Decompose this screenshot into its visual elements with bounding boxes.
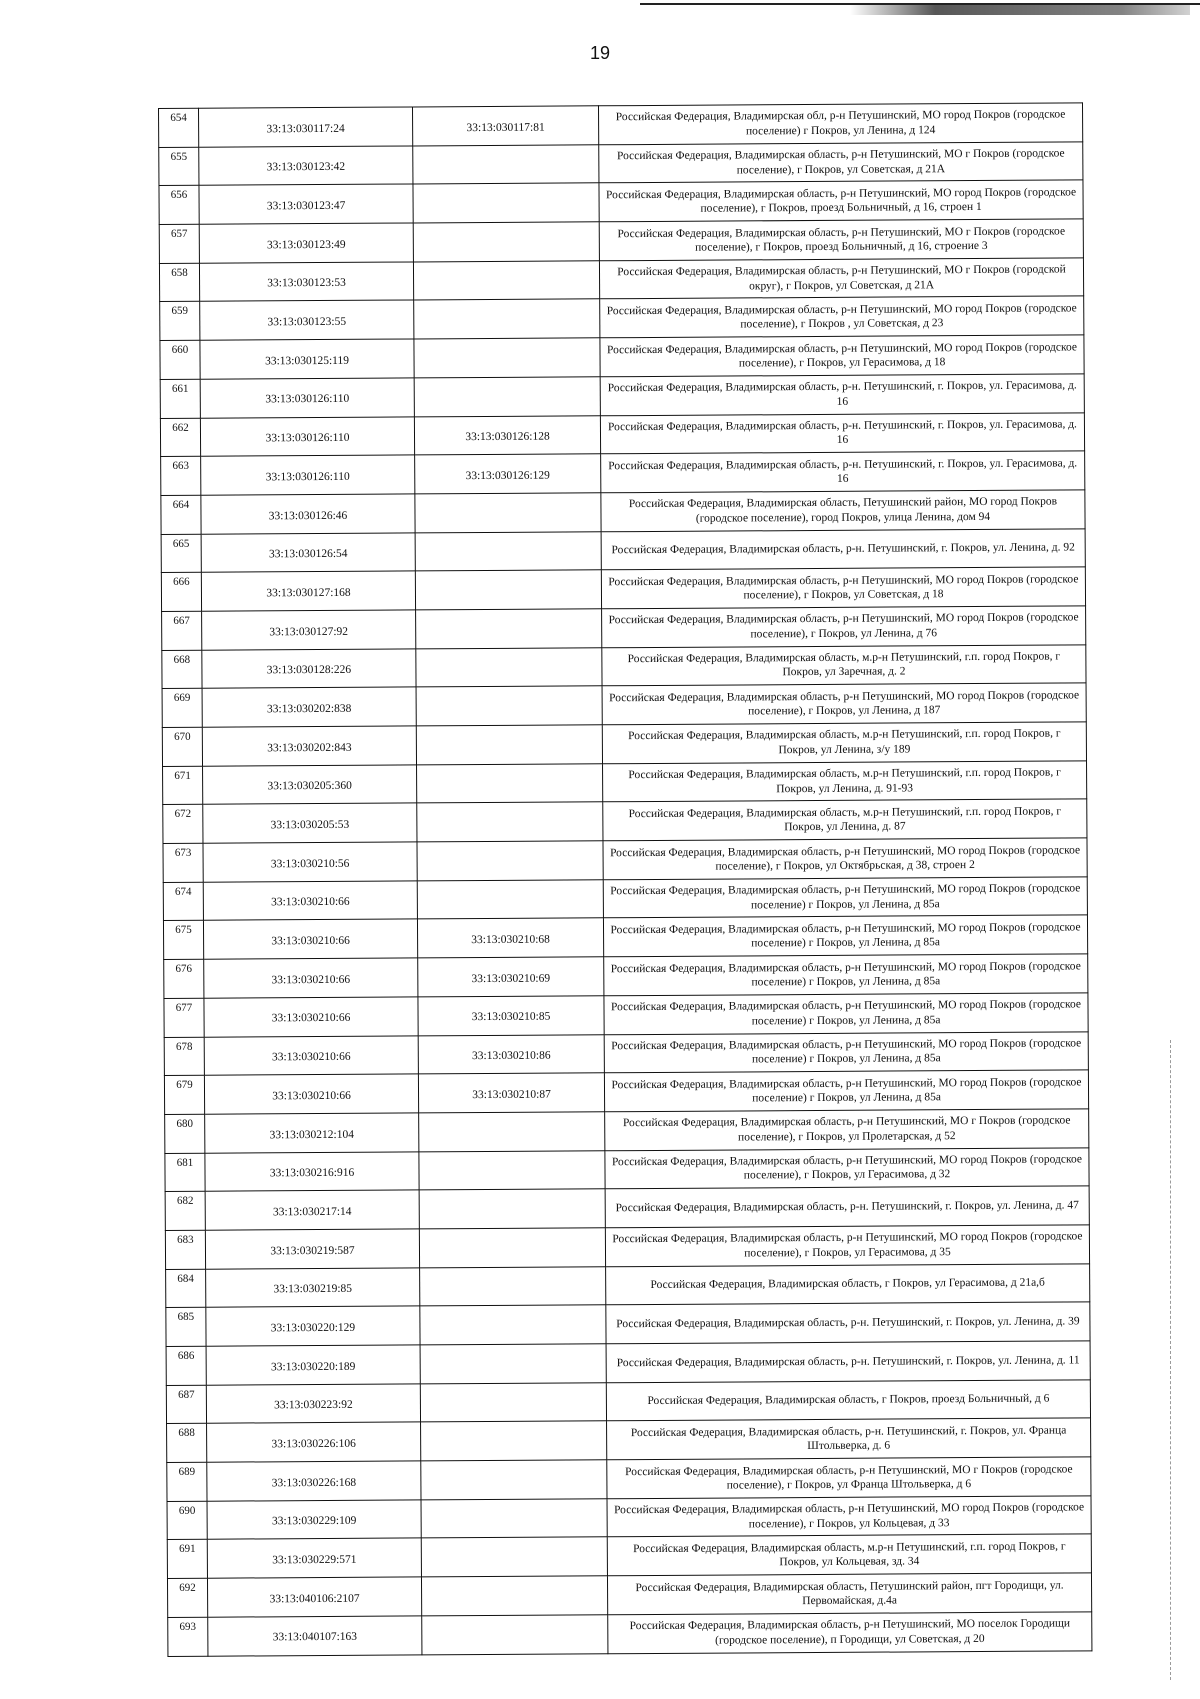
sub-cadastral-number-cell <box>415 493 601 533</box>
table-row <box>163 915 1087 959</box>
sub-cadastral-number-cell <box>417 802 603 842</box>
sub-cadastral-number-cell <box>416 609 602 649</box>
address-cell: Российская Федерация, Владимирская область, р-н Петушинский, МО город Покров (городское поселение) г Покров, ул Ленина, д 85а <box>604 993 1088 1035</box>
table-row <box>162 722 1086 766</box>
sub-cadastral-number-cell <box>415 531 601 571</box>
row-number-cell: 681 <box>165 1153 205 1192</box>
cadastral-number-cell: 33:13:030210:66 <box>204 1035 418 1075</box>
row-number-cell: 683 <box>165 1230 205 1269</box>
address-cell: Российская Федерация, Владимирская область, м.р-н Петушинский, г.п. город Покров, г Покров, ул Заречная, д. 2 <box>602 644 1086 686</box>
cadastral-number-cell: 33:13:030220:189 <box>206 1345 420 1385</box>
sub-cadastral-number-cell <box>417 763 603 803</box>
table-row <box>162 683 1086 727</box>
table-row <box>167 1457 1091 1501</box>
row-number-cell: 657 <box>159 224 199 263</box>
sub-cadastral-number-cell: 33:13:030126:128 <box>414 415 600 455</box>
sub-cadastral-number-cell: 33:13:030117:81 <box>412 106 598 146</box>
cadastral-number-cell: 33:13:040106:2107 <box>207 1577 421 1617</box>
cadastral-number-cell: 33:13:030123:55 <box>200 300 414 340</box>
cadastral-number-cell: 33:13:030117:24 <box>199 107 413 147</box>
row-number-cell: 673 <box>163 843 203 882</box>
sub-cadastral-number-cell <box>417 841 603 881</box>
cadastral-number-cell: 33:13:030202:843 <box>202 726 416 766</box>
table-row <box>166 1341 1090 1385</box>
sub-cadastral-number-cell: 33:13:030210:85 <box>418 996 604 1036</box>
sub-cadastral-number-cell <box>421 1499 607 1539</box>
sub-cadastral-number-cell <box>416 686 602 726</box>
table-row <box>160 296 1084 340</box>
scan-artifact-right-edge <box>1170 1040 1172 1680</box>
address-cell: Российская Федерация, Владимирская область, р-н. Петушинский, г. Покров, ул. Герасимова, д. 16 <box>600 374 1084 416</box>
parcel-table-container <box>158 102 1091 1656</box>
cadastral-number-cell: 33:13:030220:129 <box>206 1306 420 1346</box>
row-number-cell: 669 <box>162 689 202 728</box>
address-cell: Российская Федерация, Владимирская область, р-н. Петушинский, г. Покров, ул. Герасимова, д. 16 <box>601 451 1085 493</box>
sub-cadastral-number-cell <box>413 144 599 184</box>
cadastral-number-cell: 33:13:030219:587 <box>205 1229 419 1269</box>
row-number-cell: 670 <box>162 727 202 766</box>
cadastral-number-cell: 33:13:030123:42 <box>199 146 413 186</box>
sub-cadastral-number-cell <box>419 1228 605 1268</box>
parcel-table-body <box>159 103 1092 1656</box>
table-row <box>162 644 1086 688</box>
table-row <box>167 1496 1091 1540</box>
address-cell: Российская Федерация, Владимирская область, р-н. Петушинский, г. Покров, ул. Ленина, д. 11 <box>606 1341 1090 1383</box>
sub-cadastral-number-cell <box>421 1421 607 1461</box>
cadastral-number-cell: 33:13:030123:49 <box>199 223 413 263</box>
cadastral-number-cell: 33:13:030226:106 <box>207 1422 421 1462</box>
cadastral-number-cell: 33:13:030223:92 <box>206 1384 420 1424</box>
address-cell: Российская Федерация, Владимирская область, р-н. Петушинский, г. Покров, ул. Ленина, д. 92 <box>601 528 1085 570</box>
table-row <box>159 219 1083 263</box>
table-row <box>163 838 1087 882</box>
row-number-cell: 692 <box>167 1578 207 1617</box>
row-number-cell: 664 <box>161 495 201 534</box>
row-number-cell: 676 <box>164 959 204 998</box>
address-cell: Российская Федерация, Владимирская область, р-н Петушинский, МО город Покров (городское поселение) г Покров, ул Ленина, д 85а <box>603 877 1087 919</box>
row-number-cell: 671 <box>163 766 203 805</box>
table-row <box>167 1418 1091 1462</box>
table-row <box>164 993 1088 1037</box>
address-cell: Российская Федерация, Владимирская область, г Покров, ул Герасимова, д 21а,б <box>606 1263 1090 1305</box>
table-row <box>167 1573 1091 1617</box>
row-number-cell: 658 <box>159 263 199 302</box>
table-row <box>159 180 1083 224</box>
scan-artifact-smudge <box>850 5 1190 15</box>
row-number-cell: 661 <box>160 379 200 418</box>
address-cell: Российская Федерация, Владимирская область, р-н. Петушинский, г. Покров, ул. Ленина, д. 39 <box>606 1302 1090 1344</box>
sub-cadastral-number-cell: 33:13:030210:87 <box>418 1073 604 1113</box>
table-row <box>161 567 1085 611</box>
table-row <box>164 1031 1088 1075</box>
row-number-cell: 666 <box>161 572 201 611</box>
sub-cadastral-number-cell: 33:13:030210:69 <box>418 957 604 997</box>
row-number-cell: 687 <box>166 1385 206 1424</box>
sub-cadastral-number-cell <box>414 377 600 417</box>
row-number-cell: 656 <box>159 186 199 225</box>
row-number-cell: 679 <box>164 1075 204 1114</box>
sub-cadastral-number-cell <box>413 183 599 223</box>
sub-cadastral-number-cell <box>414 299 600 339</box>
row-number-cell: 678 <box>164 1037 204 1076</box>
address-cell: Российская Федерация, Владимирская область, м.р-н Петушинский, г.п. город Покров, г Покров, ул Ленина, д. 87 <box>603 799 1087 841</box>
cadastral-number-cell: 33:13:030126:110 <box>200 416 414 456</box>
cadastral-number-cell: 33:13:030210:66 <box>204 997 418 1037</box>
row-number-cell: 677 <box>164 998 204 1037</box>
cadastral-number-cell: 33:13:030210:66 <box>203 881 417 921</box>
row-number-cell: 686 <box>166 1346 206 1385</box>
address-cell: Российская Федерация, Владимирская область, р-н Петушинский, МО г Покров (городское поселение), г Покров, проезд Больничный, д 16, строение 3 <box>599 219 1083 261</box>
cadastral-number-cell: 33:13:030217:14 <box>205 1190 419 1230</box>
sub-cadastral-number-cell <box>420 1382 606 1422</box>
address-cell: Российская Федерация, Владимирская область, р-н Петушинский, МО город Покров (городское поселение), г Покров, ул Герасимова, д 35 <box>605 1225 1089 1267</box>
sub-cadastral-number-cell <box>417 880 603 920</box>
sub-cadastral-number-cell <box>414 338 600 378</box>
row-number-cell: 667 <box>162 611 202 650</box>
address-cell: Российская Федерация, Владимирская область, р-н Петушинский, МО город Покров (городское поселение), г Покров, ул Ленина, д 76 <box>602 606 1086 648</box>
address-cell: Российская Федерация, Владимирская область, р-н Петушинский, МО город Покров (городское поселение), г Покров, проезд Больничный, д 16, строен 1 <box>599 180 1083 222</box>
sub-cadastral-number-cell <box>415 570 601 610</box>
address-cell: Российская Федерация, Владимирская область, м.р-н Петушинский, г.п. город Покров, г Покров, ул Кольцевая, зд. 34 <box>607 1534 1091 1576</box>
table-row <box>166 1263 1090 1307</box>
address-cell: Российская Федерация, Владимирская область, р-н Петушинский, МО город Покров (городское поселение), г Покров , ул Советская, д 23 <box>600 296 1084 338</box>
sub-cadastral-number-cell: 33:13:030126:129 <box>415 454 601 494</box>
row-number-cell: 665 <box>161 534 201 573</box>
address-cell: Российская Федерация, Владимирская область, р-н Петушинский, МО город Покров (городское поселение), г Покров, ул Советская, д 18 <box>601 567 1085 609</box>
cadastral-number-cell: 33:13:030127:168 <box>201 571 415 611</box>
cadastral-number-cell: 33:13:030126:110 <box>200 378 414 418</box>
sub-cadastral-number-cell <box>416 725 602 765</box>
cadastral-number-cell: 33:13:030210:66 <box>204 958 418 998</box>
address-cell: Российская Федерация, Владимирская обл, р-н Петушинский, МО город Покров (городское поселение) г Покров, ул Ленина, д 124 <box>598 103 1082 145</box>
address-cell: Российская Федерация, Владимирская область, м.р-н Петушинский, г.п. город Покров, г Покров, ул Ленина, д. 91-93 <box>603 761 1087 803</box>
cadastral-number-cell: 33:13:040107:163 <box>208 1616 422 1656</box>
address-cell: Российская Федерация, Владимирская область, р-н Петушинский, МО г Покров (городское поселение), г Покров, ул Советская, д 21А <box>599 142 1083 184</box>
cadastral-number-cell: 33:13:030216:916 <box>205 1151 419 1191</box>
address-cell: Российская Федерация, Владимирская область, р-н Петушинский, МО город Покров (городское поселение) г Покров, ул Ленина, д 85а <box>604 954 1088 996</box>
sub-cadastral-number-cell: 33:13:030210:68 <box>417 918 603 958</box>
address-cell: Российская Федерация, Владимирская область, р-н Петушинский, МО поселок Городищи (городское поселение), п Городищи, ул Советская, д 20 <box>608 1612 1092 1654</box>
sub-cadastral-number-cell <box>416 647 602 687</box>
table-row <box>164 954 1088 998</box>
row-number-cell: 680 <box>165 1114 205 1153</box>
sub-cadastral-number-cell <box>419 1189 605 1229</box>
row-number-cell: 684 <box>166 1269 206 1308</box>
sub-cadastral-number-cell: 33:13:030210:86 <box>418 1034 604 1074</box>
cadastral-number-cell: 33:13:030229:571 <box>207 1538 421 1578</box>
row-number-cell: 685 <box>166 1308 206 1347</box>
table-row <box>165 1109 1089 1153</box>
row-number-cell: 693 <box>168 1617 208 1656</box>
address-cell: Российская Федерация, Владимирская область, р-н Петушинский, МО город Покров (городское поселение) г Покров, ул Ленина, д 85а <box>603 915 1087 957</box>
sub-cadastral-number-cell <box>421 1537 607 1577</box>
address-cell: Российская Федерация, Владимирская область, р-н Петушинский, МО город Покров (городское поселение), г Покров, ул Октябрьская, д 38, строен 2 <box>603 838 1087 880</box>
table-row <box>159 142 1083 186</box>
table-row <box>160 374 1084 418</box>
address-cell: Российская Федерация, Владимирская область, р-н Петушинский, МО город Покров (городское поселение) г Покров, ул Ленина, д 85а <box>604 1070 1088 1112</box>
row-number-cell: 690 <box>167 1501 207 1540</box>
sub-cadastral-number-cell <box>420 1305 606 1345</box>
table-row <box>161 451 1085 495</box>
table-row <box>163 799 1087 843</box>
row-number-cell: 662 <box>160 418 200 457</box>
cadastral-number-cell: 33:13:030210:66 <box>203 919 417 959</box>
table-row <box>164 1070 1088 1114</box>
cadastral-number-cell: 33:13:030212:104 <box>205 1113 419 1153</box>
table-row <box>163 761 1087 805</box>
address-cell: Российская Федерация, Владимирская область, м.р-н Петушинский, г.п. город Покров, г Покров, ул Ленина, з/у 189 <box>602 722 1086 764</box>
table-row <box>165 1225 1089 1269</box>
address-cell: Российская Федерация, Владимирская область, р-н Петушинский, МО город Покров (городское поселение), г Покров, ул Ленина, д 187 <box>602 683 1086 725</box>
sub-cadastral-number-cell <box>419 1112 605 1152</box>
row-number-cell: 672 <box>163 805 203 844</box>
cadastral-number-cell: 33:13:030125:119 <box>200 339 414 379</box>
address-cell: Российская Федерация, Владимирская область, Петушинский район, МО город Покров (городское поселение), город Покров, улица Ленина, дом 94 <box>601 490 1085 532</box>
page-number: 19 <box>589 43 611 63</box>
cadastral-number-cell: 33:13:030123:53 <box>199 262 413 302</box>
address-cell: Российская Федерация, Владимирская область, р-н. Петушинский, г. Покров, ул. Герасимова, д. 16 <box>600 412 1084 454</box>
table-row <box>159 258 1083 302</box>
sub-cadastral-number-cell <box>413 261 599 301</box>
cadastral-number-cell: 33:13:030126:46 <box>201 494 415 534</box>
sub-cadastral-number-cell <box>420 1266 606 1306</box>
row-number-cell: 689 <box>167 1462 207 1501</box>
table-row <box>167 1534 1091 1578</box>
address-cell: Российская Федерация, Владимирская область, р-н. Петушинский, г. Покров, ул. Франца Штольверка, д. 6 <box>607 1418 1091 1460</box>
row-number-cell: 675 <box>163 921 203 960</box>
sub-cadastral-number-cell <box>421 1576 607 1616</box>
cadastral-number-cell: 33:13:030229:109 <box>207 1500 421 1540</box>
cadastral-number-cell: 33:13:030126:110 <box>201 455 415 495</box>
table-row <box>166 1380 1090 1424</box>
row-number-cell: 659 <box>160 302 200 341</box>
sub-cadastral-number-cell <box>413 222 599 262</box>
cadastral-number-cell: 33:13:030128:226 <box>202 649 416 689</box>
address-cell: Российская Федерация, Владимирская область, р-н. Петушинский, г. Покров, ул. Ленина, д. 47 <box>605 1186 1089 1228</box>
row-number-cell: 655 <box>159 147 199 186</box>
table-row <box>160 412 1084 456</box>
cadastral-number-cell: 33:13:030123:47 <box>199 184 413 224</box>
row-number-cell: 674 <box>163 882 203 921</box>
table-row <box>159 103 1083 147</box>
sub-cadastral-number-cell <box>422 1615 608 1655</box>
address-cell: Российская Федерация, Владимирская область, г Покров, проезд Больничный, д 6 <box>606 1380 1090 1422</box>
address-cell: Российская Федерация, Владимирская область, р-н Петушинский, МО г Покров (городское поселение), г Покров, ул Франца Штольверка, д 6 <box>607 1457 1091 1499</box>
cadastral-number-cell: 33:13:030127:92 <box>202 610 416 650</box>
address-cell: Российская Федерация, Владимирская область, Петушинский район, пгт Городищи, ул. Первомайская, д.4а <box>607 1573 1091 1615</box>
address-cell: Российская Федерация, Владимирская область, р-н Петушинский, МО город Покров (городское поселение), г Покров, ул Герасимова, д 32 <box>605 1147 1089 1189</box>
cadastral-number-cell: 33:13:030226:168 <box>207 1461 421 1501</box>
sub-cadastral-number-cell <box>421 1460 607 1500</box>
table-row <box>163 877 1087 921</box>
sub-cadastral-number-cell <box>420 1344 606 1384</box>
cadastral-number-cell: 33:13:030202:838 <box>202 687 416 727</box>
parcel-table <box>158 102 1092 1656</box>
address-cell: Российская Федерация, Владимирская область, р-н Петушинский, МО город Покров (городское поселение), г Покров, ул Кольцевая, д 33 <box>607 1496 1091 1538</box>
table-row <box>161 490 1085 534</box>
cadastral-number-cell: 33:13:030219:85 <box>206 1268 420 1308</box>
table-row <box>161 528 1085 572</box>
cadastral-number-cell: 33:13:030126:54 <box>201 532 415 572</box>
address-cell: Российская Федерация, Владимирская область, р-н Петушинский, МО город Покров (городское поселение) г Покров, ул Ленина, д 85а <box>604 1031 1088 1073</box>
cadastral-number-cell: 33:13:030210:66 <box>204 1074 418 1114</box>
address-cell: Российская Федерация, Владимирская область, р-н Петушинский, МО г Покров (городское поселение), г Покров, ул Пролетарская, д 52 <box>605 1109 1089 1151</box>
row-number-cell: 660 <box>160 340 200 379</box>
table-row <box>168 1612 1092 1656</box>
row-number-cell: 688 <box>167 1424 207 1463</box>
row-number-cell: 663 <box>161 456 201 495</box>
cadastral-number-cell: 33:13:030210:56 <box>203 842 417 882</box>
table-row <box>165 1147 1089 1191</box>
row-number-cell: 654 <box>159 108 199 147</box>
address-cell: Российская Федерация, Владимирская область, р-н Петушинский, МО г Покров (городской округ), г Покров, ул Советская, д 21А <box>599 258 1083 300</box>
table-row <box>160 335 1084 379</box>
cadastral-number-cell: 33:13:030205:360 <box>203 765 417 805</box>
table-row <box>166 1302 1090 1346</box>
table-row <box>165 1186 1089 1230</box>
row-number-cell: 691 <box>167 1540 207 1579</box>
table-row <box>162 606 1086 650</box>
cadastral-number-cell: 33:13:030205:53 <box>203 803 417 843</box>
address-cell: Российская Федерация, Владимирская область, р-н Петушинский, МО город Покров (городское поселение), г Покров, ул Герасимова, д 18 <box>600 335 1084 377</box>
sub-cadastral-number-cell <box>419 1150 605 1190</box>
row-number-cell: 668 <box>162 650 202 689</box>
row-number-cell: 682 <box>165 1191 205 1230</box>
